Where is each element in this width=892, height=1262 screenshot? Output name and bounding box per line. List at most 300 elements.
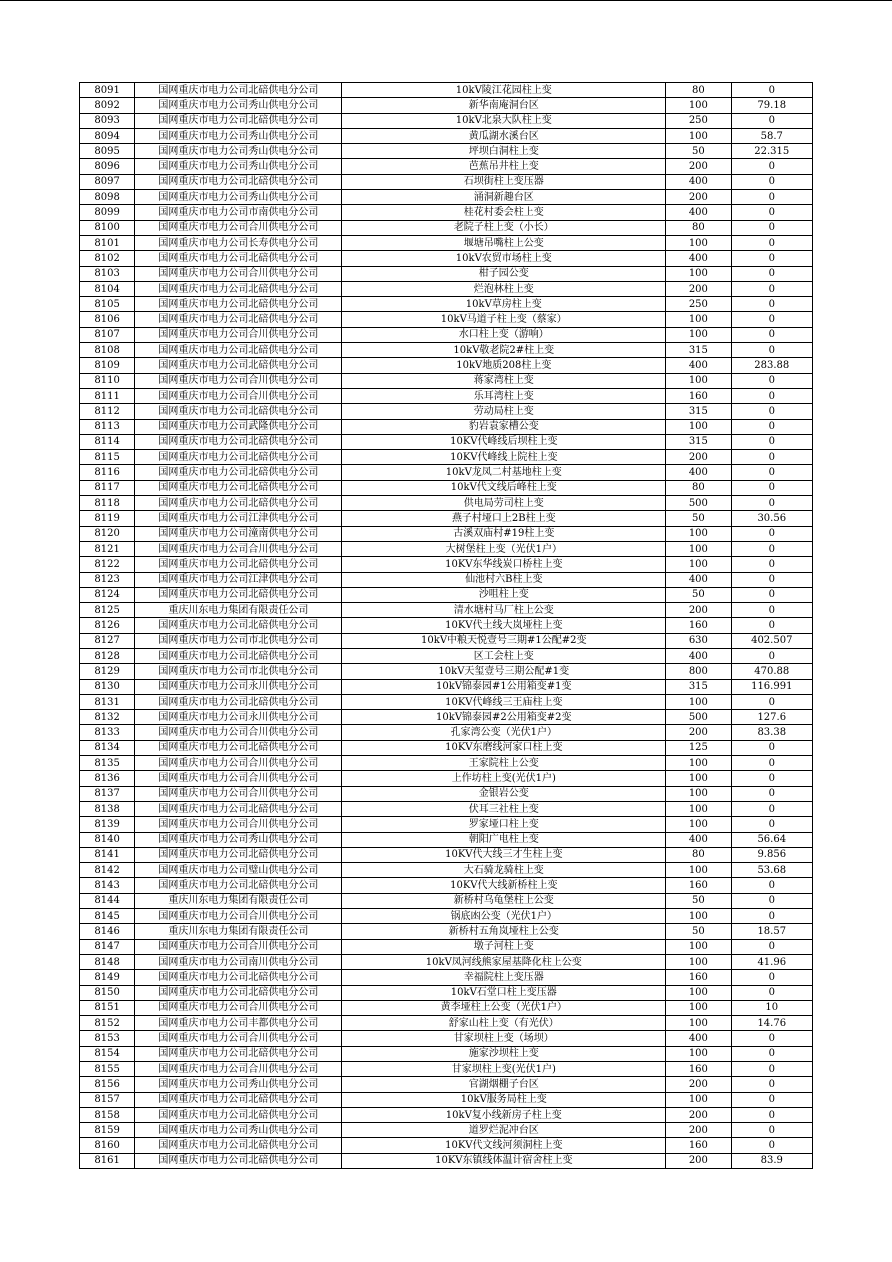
company-name-cell: 国网重庆市电力公司北碚供电分公司 — [135, 174, 342, 189]
value-cell: 10 — [731, 1000, 812, 1015]
station-name-cell: 供电局劳司柱上变 — [342, 496, 666, 511]
value-cell: 0 — [731, 465, 812, 480]
value-cell: 0 — [731, 893, 812, 908]
table-row — [80, 832, 813, 847]
station-name-cell: 新桥村乌龟堡柱上公变 — [342, 893, 666, 908]
table-row — [80, 281, 813, 296]
capacity-cell: 100 — [666, 786, 731, 801]
table-row — [80, 863, 813, 878]
transformer-table — [79, 82, 813, 1169]
capacity-cell: 100 — [666, 863, 731, 878]
company-name-cell: 国网重庆市电力公司北碚供电分公司 — [135, 358, 342, 373]
station-name-cell: 道罗烂泥冲台区 — [342, 1123, 666, 1138]
station-name-cell: 施家沙坝柱上变 — [342, 1046, 666, 1061]
value-cell: 0 — [731, 557, 812, 572]
station-name-cell: 坪坝白洞柱上变 — [342, 144, 666, 159]
row-id-cell: 8140 — [80, 832, 135, 847]
value-cell: 0 — [731, 297, 812, 312]
page-top-rule — [0, 0, 892, 1]
capacity-cell: 100 — [666, 419, 731, 434]
company-name-cell: 国网重庆市电力公司北碚供电分公司 — [135, 1046, 342, 1061]
station-name-cell: 10KV代大线三才生柱上变 — [342, 847, 666, 862]
capacity-cell: 100 — [666, 1000, 731, 1015]
row-id-cell: 8111 — [80, 388, 135, 403]
table-row — [80, 970, 813, 985]
value-cell: 0 — [731, 756, 812, 771]
company-name-cell: 国网重庆市电力公司北碚供电分公司 — [135, 450, 342, 465]
value-cell: 0 — [731, 801, 812, 816]
table-row — [80, 83, 813, 98]
company-name-cell: 国网重庆市电力公司合川供电分公司 — [135, 771, 342, 786]
company-name-cell: 国网重庆市电力公司市北供电分公司 — [135, 633, 342, 648]
capacity-cell: 50 — [666, 511, 731, 526]
capacity-cell: 315 — [666, 679, 731, 694]
station-name-cell: 金银岩公变 — [342, 786, 666, 801]
company-name-cell: 国网重庆市电力公司永川供电分公司 — [135, 710, 342, 725]
table-row — [80, 893, 813, 908]
company-name-cell: 国网重庆市电力公司合川供电分公司 — [135, 373, 342, 388]
company-name-cell: 国网重庆市电力公司北碚供电分公司 — [135, 1092, 342, 1107]
company-name-cell: 国网重庆市电力公司北碚供电分公司 — [135, 496, 342, 511]
company-name-cell: 国网重庆市电力公司璧山供电分公司 — [135, 863, 342, 878]
station-name-cell: 10KV代峰线三王庙柱上变 — [342, 694, 666, 709]
table-row — [80, 1031, 813, 1046]
row-id-cell: 8104 — [80, 281, 135, 296]
value-cell: 79.18 — [731, 98, 812, 113]
table-row — [80, 801, 813, 816]
capacity-cell: 100 — [666, 1016, 731, 1031]
table-row — [80, 633, 813, 648]
station-name-cell: 上作坊柱上变(光伏1户) — [342, 771, 666, 786]
table-row — [80, 205, 813, 220]
row-id-cell: 8129 — [80, 664, 135, 679]
capacity-cell: 500 — [666, 496, 731, 511]
capacity-cell: 100 — [666, 526, 731, 541]
company-name-cell: 国网重庆市电力公司北碚供电分公司 — [135, 434, 342, 449]
row-id-cell: 8107 — [80, 327, 135, 342]
value-cell: 0 — [731, 1123, 812, 1138]
station-name-cell: 石坝街柱上变压器 — [342, 174, 666, 189]
capacity-cell: 160 — [666, 970, 731, 985]
capacity-cell: 400 — [666, 648, 731, 663]
table-row — [80, 694, 813, 709]
value-cell: 0 — [731, 190, 812, 205]
capacity-cell: 200 — [666, 1077, 731, 1092]
value-cell: 0 — [731, 404, 812, 419]
value-cell: 58.7 — [731, 128, 812, 143]
table-row — [80, 327, 813, 342]
capacity-cell: 100 — [666, 801, 731, 816]
capacity-cell: 100 — [666, 557, 731, 572]
capacity-cell: 100 — [666, 1092, 731, 1107]
company-name-cell: 国网重庆市电力公司北碚供电分公司 — [135, 113, 342, 128]
company-name-cell: 国网重庆市电力公司北碚供电分公司 — [135, 343, 342, 358]
table-row — [80, 312, 813, 327]
table-row — [80, 1062, 813, 1077]
row-id-cell: 8101 — [80, 235, 135, 250]
row-id-cell: 8141 — [80, 847, 135, 862]
table-row — [80, 496, 813, 511]
table-body — [80, 83, 813, 1169]
capacity-cell: 80 — [666, 847, 731, 862]
table-row — [80, 404, 813, 419]
table-row — [80, 1138, 813, 1153]
company-name-cell: 重庆川东电力集团有限责任公司 — [135, 893, 342, 908]
station-name-cell: 乐耳湾柱上变 — [342, 388, 666, 403]
value-cell: 0 — [731, 343, 812, 358]
table-row — [80, 710, 813, 725]
capacity-cell: 200 — [666, 159, 731, 174]
row-id-cell: 8149 — [80, 970, 135, 985]
capacity-cell: 100 — [666, 756, 731, 771]
company-name-cell: 国网重庆市电力公司北碚供电分公司 — [135, 648, 342, 663]
value-cell: 0 — [731, 970, 812, 985]
station-name-cell: 10kV草房柱上变 — [342, 297, 666, 312]
table-row — [80, 388, 813, 403]
station-name-cell: 10kV凤河线熊家屋基降化柱上公变 — [342, 954, 666, 969]
company-name-cell: 国网重庆市电力公司北碚供电分公司 — [135, 251, 342, 266]
row-id-cell: 8119 — [80, 511, 135, 526]
capacity-cell: 100 — [666, 128, 731, 143]
capacity-cell: 100 — [666, 327, 731, 342]
capacity-cell: 200 — [666, 603, 731, 618]
row-id-cell: 8142 — [80, 863, 135, 878]
station-name-cell: 新华南庵洞台区 — [342, 98, 666, 113]
station-name-cell: 水口柱上变（游响） — [342, 327, 666, 342]
row-id-cell: 8098 — [80, 190, 135, 205]
table-row — [80, 1123, 813, 1138]
capacity-cell: 630 — [666, 633, 731, 648]
station-name-cell: 10KV代文线河须洞柱上变 — [342, 1138, 666, 1153]
table-row — [80, 1016, 813, 1031]
value-cell: 53.68 — [731, 863, 812, 878]
row-id-cell: 8139 — [80, 817, 135, 832]
row-id-cell: 8092 — [80, 98, 135, 113]
row-id-cell: 8103 — [80, 266, 135, 281]
value-cell: 0 — [731, 373, 812, 388]
row-id-cell: 8102 — [80, 251, 135, 266]
capacity-cell: 80 — [666, 83, 731, 98]
value-cell: 0 — [731, 878, 812, 893]
station-name-cell: 10kV敬老院2#柱上变 — [342, 343, 666, 358]
value-cell: 18.57 — [731, 924, 812, 939]
row-id-cell: 8116 — [80, 465, 135, 480]
row-id-cell: 8108 — [80, 343, 135, 358]
station-name-cell: 甘家坝柱上变(光伏1户) — [342, 1062, 666, 1077]
row-id-cell: 8105 — [80, 297, 135, 312]
capacity-cell: 400 — [666, 832, 731, 847]
table-row — [80, 909, 813, 924]
table-row — [80, 235, 813, 250]
table-row — [80, 159, 813, 174]
table-row — [80, 343, 813, 358]
table-row — [80, 98, 813, 113]
station-name-cell: 10kV龙凤二村基地柱上变 — [342, 465, 666, 480]
row-id-cell: 8127 — [80, 633, 135, 648]
value-cell: 0 — [731, 618, 812, 633]
table-row — [80, 924, 813, 939]
value-cell: 0 — [731, 174, 812, 189]
capacity-cell: 200 — [666, 725, 731, 740]
table-row — [80, 526, 813, 541]
row-id-cell: 8125 — [80, 603, 135, 618]
company-name-cell: 国网重庆市电力公司秀山供电分公司 — [135, 1123, 342, 1138]
station-name-cell: 燕子村垭口上2B柱上变 — [342, 511, 666, 526]
company-name-cell: 国网重庆市电力公司北碚供电分公司 — [135, 83, 342, 98]
company-name-cell: 国网重庆市电力公司秀山供电分公司 — [135, 98, 342, 113]
value-cell: 22.315 — [731, 144, 812, 159]
row-id-cell: 8109 — [80, 358, 135, 373]
value-cell: 0 — [731, 113, 812, 128]
station-name-cell: 10kV马道子柱上变（蔡家） — [342, 312, 666, 327]
capacity-cell: 50 — [666, 144, 731, 159]
table-row — [80, 190, 813, 205]
table-row — [80, 480, 813, 495]
capacity-cell: 200 — [666, 1123, 731, 1138]
row-id-cell: 8113 — [80, 419, 135, 434]
row-id-cell: 8091 — [80, 83, 135, 98]
table-row — [80, 740, 813, 755]
company-name-cell: 国网重庆市电力公司北碚供电分公司 — [135, 618, 342, 633]
station-name-cell: 10KV东镇线体温计宿舍柱上变 — [342, 1153, 666, 1168]
row-id-cell: 8112 — [80, 404, 135, 419]
station-name-cell: 古溪双庙村#19柱上变 — [342, 526, 666, 541]
company-name-cell: 国网重庆市电力公司北碚供电分公司 — [135, 480, 342, 495]
station-name-cell: 仙池村六B柱上变 — [342, 572, 666, 587]
value-cell: 0 — [731, 1046, 812, 1061]
table-row — [80, 174, 813, 189]
station-name-cell: 墩子河柱上变 — [342, 939, 666, 954]
value-cell: 0 — [731, 281, 812, 296]
station-name-cell: 涌洞新趣台区 — [342, 190, 666, 205]
company-name-cell: 国网重庆市电力公司合川供电分公司 — [135, 220, 342, 235]
row-id-cell: 8136 — [80, 771, 135, 786]
station-name-cell: 10kV天玺壹号三期公配#1变 — [342, 664, 666, 679]
station-name-cell: 10kV锦泰园#1公用箱变#1变 — [342, 679, 666, 694]
row-id-cell: 8130 — [80, 679, 135, 694]
value-cell: 0 — [731, 1077, 812, 1092]
company-name-cell: 国网重庆市电力公司市北供电分公司 — [135, 664, 342, 679]
company-name-cell: 国网重庆市电力公司合川供电分公司 — [135, 327, 342, 342]
capacity-cell: 100 — [666, 817, 731, 832]
capacity-cell: 100 — [666, 266, 731, 281]
station-name-cell: 蒋家湾柱上变 — [342, 373, 666, 388]
company-name-cell: 国网重庆市电力公司南川供电分公司 — [135, 954, 342, 969]
company-name-cell: 国网重庆市电力公司北碚供电分公司 — [135, 465, 342, 480]
company-name-cell: 国网重庆市电力公司江津供电分公司 — [135, 511, 342, 526]
table-row — [80, 1153, 813, 1168]
table-row — [80, 266, 813, 281]
station-name-cell: 伏耳三社柱上变 — [342, 801, 666, 816]
capacity-cell: 315 — [666, 434, 731, 449]
value-cell: 0 — [731, 388, 812, 403]
value-cell: 0 — [731, 985, 812, 1000]
station-name-cell: 朝阳广电柱上变 — [342, 832, 666, 847]
row-id-cell: 8114 — [80, 434, 135, 449]
row-id-cell: 8152 — [80, 1016, 135, 1031]
value-cell: 116.991 — [731, 679, 812, 694]
capacity-cell: 400 — [666, 465, 731, 480]
capacity-cell: 200 — [666, 1153, 731, 1168]
value-cell: 0 — [731, 1107, 812, 1122]
row-id-cell: 8110 — [80, 373, 135, 388]
table-row — [80, 756, 813, 771]
company-name-cell: 国网重庆市电力公司北碚供电分公司 — [135, 1138, 342, 1153]
station-name-cell: 10kV北泉大队柱上变 — [342, 113, 666, 128]
station-name-cell: 10KV代土线大岚垭柱上变 — [342, 618, 666, 633]
table-row — [80, 1092, 813, 1107]
table-row — [80, 878, 813, 893]
station-name-cell: 劳动局柱上变 — [342, 404, 666, 419]
capacity-cell: 200 — [666, 190, 731, 205]
row-id-cell: 8148 — [80, 954, 135, 969]
value-cell: 0 — [731, 909, 812, 924]
company-name-cell: 国网重庆市电力公司长寿供电分公司 — [135, 235, 342, 250]
row-id-cell: 8131 — [80, 694, 135, 709]
station-name-cell: 10kV地质208柱上变 — [342, 358, 666, 373]
value-cell: 0 — [731, 587, 812, 602]
row-id-cell: 8093 — [80, 113, 135, 128]
company-name-cell: 国网重庆市电力公司合川供电分公司 — [135, 909, 342, 924]
table-row — [80, 128, 813, 143]
company-name-cell: 国网重庆市电力公司合川供电分公司 — [135, 388, 342, 403]
table-row — [80, 144, 813, 159]
value-cell: 0 — [731, 83, 812, 98]
company-name-cell: 国网重庆市电力公司合川供电分公司 — [135, 817, 342, 832]
row-id-cell: 8121 — [80, 541, 135, 556]
company-name-cell: 国网重庆市电力公司北碚供电分公司 — [135, 878, 342, 893]
row-id-cell: 8099 — [80, 205, 135, 220]
table-row — [80, 1000, 813, 1015]
value-cell: 0 — [731, 434, 812, 449]
row-id-cell: 8097 — [80, 174, 135, 189]
company-name-cell: 国网重庆市电力公司秀山供电分公司 — [135, 128, 342, 143]
capacity-cell: 100 — [666, 939, 731, 954]
station-name-cell: 清水塘村马厂柱上公变 — [342, 603, 666, 618]
value-cell: 0 — [731, 1138, 812, 1153]
table-row — [80, 771, 813, 786]
row-id-cell: 8122 — [80, 557, 135, 572]
table-row — [80, 541, 813, 556]
table-row — [80, 251, 813, 266]
station-name-cell: 芭蕉吊井柱上变 — [342, 159, 666, 174]
table-row — [80, 817, 813, 832]
table-row — [80, 786, 813, 801]
station-name-cell: 10KV代峰线上院柱上变 — [342, 450, 666, 465]
station-name-cell: 10kV中粮天悦壹号三期#1公配#2变 — [342, 633, 666, 648]
capacity-cell: 200 — [666, 281, 731, 296]
company-name-cell: 国网重庆市电力公司秀山供电分公司 — [135, 159, 342, 174]
row-id-cell: 8106 — [80, 312, 135, 327]
company-name-cell: 国网重庆市电力公司北碚供电分公司 — [135, 694, 342, 709]
table-row — [80, 373, 813, 388]
row-id-cell: 8146 — [80, 924, 135, 939]
company-name-cell: 国网重庆市电力公司武隆供电分公司 — [135, 419, 342, 434]
company-name-cell: 国网重庆市电力公司北碚供电分公司 — [135, 1153, 342, 1168]
value-cell: 0 — [731, 1092, 812, 1107]
row-id-cell: 8158 — [80, 1107, 135, 1122]
row-id-cell: 8118 — [80, 496, 135, 511]
station-name-cell: 10KV东磨线河家口柱上变 — [342, 740, 666, 755]
row-id-cell: 8134 — [80, 740, 135, 755]
table-row — [80, 220, 813, 235]
value-cell: 0 — [731, 1031, 812, 1046]
station-name-cell: 10kV石堂口柱上变压器 — [342, 985, 666, 1000]
company-name-cell: 国网重庆市电力公司市南供电分公司 — [135, 205, 342, 220]
row-id-cell: 8147 — [80, 939, 135, 954]
station-name-cell: 豹岩袁家槽公变 — [342, 419, 666, 434]
company-name-cell: 国网重庆市电力公司北碚供电分公司 — [135, 281, 342, 296]
station-name-cell: 新桥村五角岚垭柱上公变 — [342, 924, 666, 939]
row-id-cell: 8144 — [80, 893, 135, 908]
station-name-cell: 甘家坝柱上变（场坝） — [342, 1031, 666, 1046]
row-id-cell: 8135 — [80, 756, 135, 771]
capacity-cell: 400 — [666, 358, 731, 373]
value-cell: 0 — [731, 327, 812, 342]
row-id-cell: 8126 — [80, 618, 135, 633]
company-name-cell: 国网重庆市电力公司丰都供电分公司 — [135, 1016, 342, 1031]
value-cell: 0 — [731, 694, 812, 709]
capacity-cell: 250 — [666, 113, 731, 128]
station-name-cell: 黄瓜湖水溪台区 — [342, 128, 666, 143]
station-name-cell: 10KV东华线炭口桥柱上变 — [342, 557, 666, 572]
table-row — [80, 297, 813, 312]
value-cell: 283.88 — [731, 358, 812, 373]
value-cell: 0 — [731, 526, 812, 541]
row-id-cell: 8150 — [80, 985, 135, 1000]
station-name-cell: 10kV复小线新房子柱上变 — [342, 1107, 666, 1122]
station-name-cell: 舒家山柱上变（有光伏） — [342, 1016, 666, 1031]
capacity-cell: 100 — [666, 98, 731, 113]
capacity-cell: 400 — [666, 251, 731, 266]
row-id-cell: 8128 — [80, 648, 135, 663]
value-cell: 0 — [731, 419, 812, 434]
capacity-cell: 315 — [666, 404, 731, 419]
table-row — [80, 648, 813, 663]
value-cell: 0 — [731, 572, 812, 587]
table-row — [80, 679, 813, 694]
row-id-cell: 8100 — [80, 220, 135, 235]
station-name-cell: 区工会柱上变 — [342, 648, 666, 663]
company-name-cell: 国网重庆市电力公司潼南供电分公司 — [135, 526, 342, 541]
company-name-cell: 国网重庆市电力公司合川供电分公司 — [135, 786, 342, 801]
company-name-cell: 国网重庆市电力公司北碚供电分公司 — [135, 557, 342, 572]
company-name-cell: 国网重庆市电力公司合川供电分公司 — [135, 725, 342, 740]
capacity-cell: 50 — [666, 924, 731, 939]
table-row — [80, 113, 813, 128]
capacity-cell: 400 — [666, 1031, 731, 1046]
capacity-cell: 500 — [666, 710, 731, 725]
station-name-cell: 10kV陵江花园柱上变 — [342, 83, 666, 98]
row-id-cell: 8096 — [80, 159, 135, 174]
capacity-cell: 80 — [666, 220, 731, 235]
value-cell: 0 — [731, 450, 812, 465]
row-id-cell: 8132 — [80, 710, 135, 725]
company-name-cell: 国网重庆市电力公司合川供电分公司 — [135, 939, 342, 954]
capacity-cell: 100 — [666, 312, 731, 327]
row-id-cell: 8138 — [80, 801, 135, 816]
table-row — [80, 1107, 813, 1122]
company-name-cell: 国网重庆市电力公司北碚供电分公司 — [135, 801, 342, 816]
capacity-cell: 160 — [666, 878, 731, 893]
row-id-cell: 8159 — [80, 1123, 135, 1138]
station-name-cell: 10kV服务局柱上变 — [342, 1092, 666, 1107]
company-name-cell: 国网重庆市电力公司北碚供电分公司 — [135, 985, 342, 1000]
station-name-cell: 老院子柱上变（小长） — [342, 220, 666, 235]
company-name-cell: 国网重庆市电力公司北碚供电分公司 — [135, 312, 342, 327]
table-row — [80, 664, 813, 679]
company-name-cell: 重庆川东电力集团有限责任公司 — [135, 924, 342, 939]
